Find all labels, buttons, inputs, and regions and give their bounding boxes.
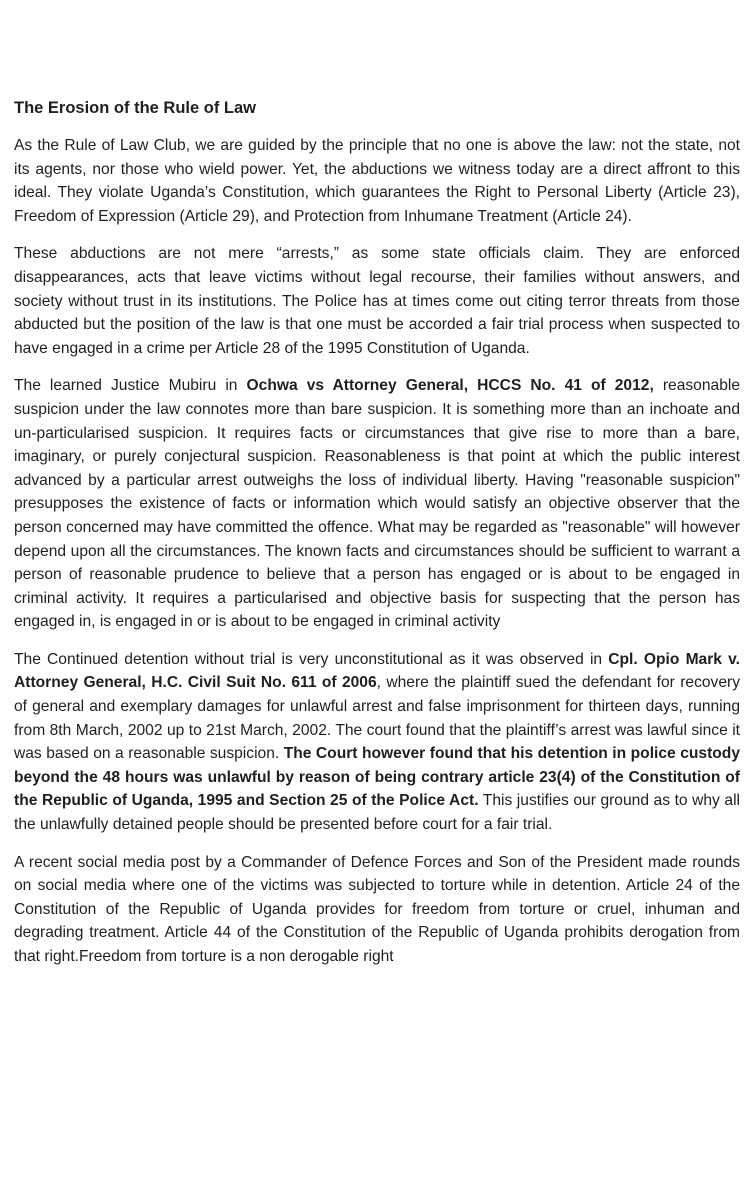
paragraph-torture: A recent social media post by a Commander of Defence Forces and Son of the President made rounds on social media where one of the victims was subjected to torture while in detention. Article 24 of the Constitution of the Republic of Uganda provides for freedom from torture or cruel, inhuman and degrading treatment. Article 44 of the Constitution of the Republic of Uganda prohibits derogation from that right.Freedom from torture is a non derogable right — [14, 853, 740, 965]
paragraph-abductions: These abductions are not mere “arrests,” as some state officials claim. They are enforced disappearances, acts that leave victims without legal recourse, their families without answers, and society without trust in its institutions. The Police has at times come out citing terror threats from those abducted but the position of the law is that one must be accorded a fair trial process when suspected to have engaged in a crime per Article 28 of the 1995 Constitution of Uganda. — [14, 245, 740, 357]
paragraph-text: The learned Justice Mubiru in — [14, 377, 247, 395]
paragraph-text: , where the plaintiff sued the defendant for recovery of general and exemplary damages for unlawful arrest and false imprisonment for thirteen days, running from 8th March, 2002 up to 21st March, 2002. The court found that the plaintiff’s arrest was lawful since it was based on a reasonable suspicion. — [14, 674, 740, 763]
court-holding: The Court however found that his detention in police custody beyond the 48 hours was unlawful by reason of being contrary article 23(4) of the Constitution of the Republic of Uganda, 1995 and Section 25 of the Police Act. — [14, 745, 740, 810]
paragraph-text: reasonable suspicion under the law connotes more than bare suspicion. It is something more than an inchoate and un-particularised suspicion. It requires facts or circumstances that give rise to more than a bare, imaginary, or purely conjectural suspicion. Reasonableness is that point at which the public interest advanced by a particular arrest outweighs the loss of individual liberty. Having "reasonable suspicion" presupposes the existence of facts or information which would satisfy an objective observer that the person concerned may have committed the offence. What may be regarded as "reasonable" will however depend upon all the circumstances. The known facts and circumstances should be sufficient to warrant a person of reasonable prudence to believe that a person has engaged or is about to be engaged in criminal activity. It requires a particularised and objective basis for suspecting that the person has engaged in, is engaged in or is about to be engaged in criminal activity — [14, 377, 740, 631]
paragraph-reasonable-suspicion — [14, 374, 740, 634]
paragraph-text: This justifies our ground as to why all the unlawfully detained people should be presented before court for a fair trial. — [14, 792, 741, 834]
paragraph-rule-of-law-club: As the Rule of Law Club, we are guided by the principle that no one is above the law: not the state, not its agents, nor those who wield power. Yet, the abductions we witness today are a direct affront to this ideal. They violate Uganda’s Constitution, which guarantees the Right to Personal Liberty (Article 23), Freedom of Expression (Article 29), and Protection from Inhumane Treatment (Article 24). — [14, 137, 740, 225]
document-title: The Erosion of the Rule of Law — [14, 99, 257, 117]
case-citation-ochwa: Ochwa vs Attorney General, HCCS No. 41 of 2012, — [246, 377, 654, 395]
document-page — [14, 96, 740, 983]
case-citation-opio: Cpl. Opio Mark v. Attorney General, H.C. Civil Suit No. 611 of 2006 — [14, 650, 740, 692]
paragraph-continued-detention — [14, 648, 740, 837]
paragraph-text: The Continued detention without trial is very unconstitutional as it was observed in — [14, 650, 609, 668]
